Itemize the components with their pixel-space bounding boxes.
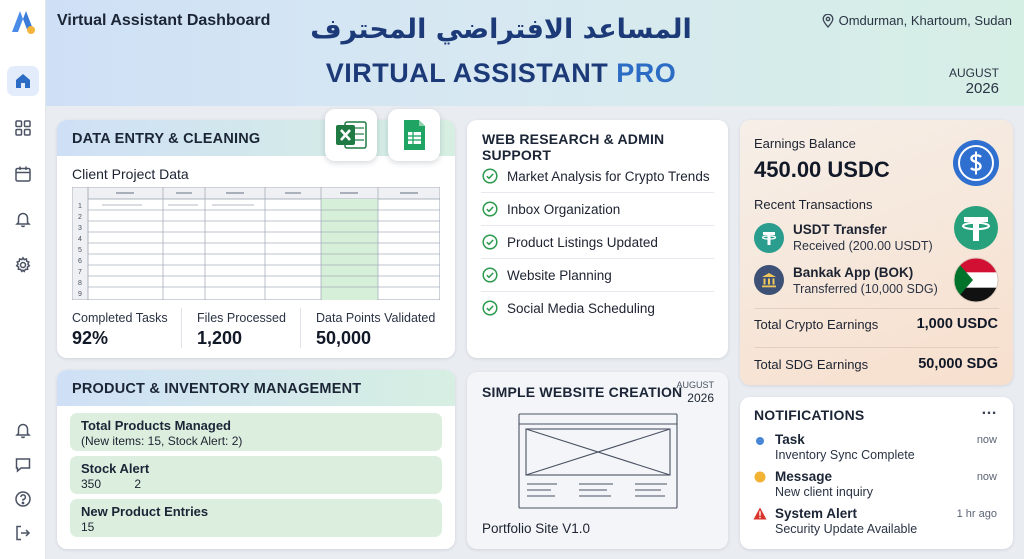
inventory-row-title: Total Products Managed xyxy=(81,418,231,433)
inventory-row[interactable] xyxy=(70,499,442,537)
sidebar-item-messages[interactable] xyxy=(7,450,39,480)
sheets-app-button[interactable] xyxy=(388,109,440,161)
excel-icon xyxy=(333,117,369,153)
message-dot-icon xyxy=(754,471,766,483)
stat-label: Files Processed xyxy=(197,311,286,325)
bank-icon xyxy=(754,265,784,295)
task-item[interactable] xyxy=(482,300,655,316)
stat-value: 50,000 xyxy=(316,328,372,348)
location-text: Omdurman, Khartoum, Sudan xyxy=(838,13,1012,28)
row-number: 3 xyxy=(78,225,82,232)
sidebar-item-home[interactable] xyxy=(7,66,39,96)
chat-icon xyxy=(14,456,32,474)
check-circle-icon xyxy=(482,201,498,217)
transaction-title: USDT Transfer xyxy=(793,222,887,237)
header-year: 2026 xyxy=(965,80,999,97)
task-item[interactable] xyxy=(482,234,658,250)
web-research-card xyxy=(467,120,728,358)
row-number: 1 xyxy=(78,203,82,210)
app-logo xyxy=(9,8,37,36)
check-circle-icon xyxy=(482,267,498,283)
notifications-card xyxy=(740,397,1013,549)
inventory-row-title: New Product Entries xyxy=(81,504,209,519)
site-month: AUGUST xyxy=(676,380,714,390)
sidebar-item-alerts[interactable] xyxy=(7,204,39,234)
notification-time: 1 hr ago xyxy=(956,508,997,520)
notification-title: System Alert xyxy=(775,506,858,521)
earnings-card xyxy=(740,120,1013,385)
transaction-title: Bankak App (BOK) xyxy=(793,265,914,280)
tether-coin-icon xyxy=(953,205,999,251)
task-label: Website Planning xyxy=(507,267,612,283)
excel-app-button[interactable] xyxy=(325,109,377,161)
row-number: 6 xyxy=(78,258,82,265)
sudan-flag-icon xyxy=(953,257,999,303)
sidebar-item-dashboard[interactable] xyxy=(7,113,39,143)
task-label: Market Analysis for Crypto Trends xyxy=(507,168,710,184)
location xyxy=(822,13,1012,28)
total-label: Total SDG Earnings xyxy=(754,357,869,372)
recent-transactions-label: Recent Transactions xyxy=(754,197,873,212)
grid-icon xyxy=(14,119,32,137)
row-numbers xyxy=(72,187,88,300)
inventory-row-value: 15 xyxy=(81,520,95,534)
task-label: Inbox Organization xyxy=(507,201,621,217)
logout-icon xyxy=(14,524,32,542)
row-number: 5 xyxy=(78,247,82,254)
project-data-title: Client Project Data xyxy=(72,166,189,182)
divider xyxy=(481,258,714,259)
total-value: 1,000 USDC xyxy=(916,316,998,332)
task-label: Social Media Scheduling xyxy=(507,300,655,316)
inventory-row-title: Stock Alert xyxy=(81,461,150,476)
card-title: PRODUCT & INVENTORY MANAGEMENT xyxy=(72,381,362,397)
divider xyxy=(481,192,714,193)
page-title: Virtual Assistant Dashboard xyxy=(57,12,271,29)
gear-icon xyxy=(14,256,32,274)
info-dot-icon xyxy=(755,436,765,446)
inventory-row[interactable] xyxy=(70,413,442,451)
task-item[interactable] xyxy=(482,168,710,184)
divider xyxy=(181,308,182,348)
row-number: 9 xyxy=(78,291,82,298)
task-label: Product Listings Updated xyxy=(507,234,658,250)
stat-label: Data Points Validated xyxy=(316,311,436,325)
divider xyxy=(300,308,301,348)
sidebar xyxy=(0,0,46,559)
help-icon xyxy=(14,490,32,508)
notification-time: now xyxy=(976,471,997,483)
sidebar-item-help[interactable] xyxy=(7,484,39,514)
header xyxy=(46,0,1024,106)
tether-icon xyxy=(754,223,784,253)
stat-label: Completed Tasks xyxy=(72,311,168,325)
row-number: 2 xyxy=(78,214,82,221)
row-number: 7 xyxy=(78,269,82,276)
sheets-icon xyxy=(396,117,432,153)
task-item[interactable] xyxy=(482,201,620,217)
notification-item[interactable] xyxy=(740,468,1013,502)
location-pin-icon xyxy=(822,14,834,28)
brand-title xyxy=(296,58,706,89)
divider xyxy=(754,308,999,309)
notification-item[interactable] xyxy=(740,431,1013,465)
inventory-row-value: (New items: 15, Stock Alert: 2) xyxy=(81,434,243,448)
total-label: Total Crypto Earnings xyxy=(754,317,879,332)
product-inventory-card xyxy=(57,370,455,549)
home-icon xyxy=(14,72,32,90)
divider xyxy=(754,347,999,348)
site-caption: Portfolio Site V1.0 xyxy=(482,521,591,536)
website-creation-card xyxy=(467,372,728,549)
more-options-button[interactable]: … xyxy=(981,401,997,418)
total-value: 50,000 SDG xyxy=(918,356,998,372)
notification-item[interactable] xyxy=(740,505,1013,539)
transaction-detail: Transferred (10,000 SDG) xyxy=(793,282,938,296)
balance-label: Earnings Balance xyxy=(754,136,856,151)
balance-value: 450.00 USDC xyxy=(754,157,890,182)
bell-icon xyxy=(14,210,32,228)
warning-icon xyxy=(753,507,767,520)
notification-detail: Inventory Sync Complete xyxy=(775,448,915,462)
inventory-row-value: 350 2 xyxy=(81,477,142,491)
calendar-icon xyxy=(14,165,32,183)
notification-title: Task xyxy=(775,432,805,447)
check-circle-icon xyxy=(482,300,498,316)
divider xyxy=(481,291,714,292)
notification-time: now xyxy=(976,434,997,446)
arabic-title: المساعد الافتراضي المحترف xyxy=(310,14,692,45)
card-title: SIMPLE WEBSITE CREATION xyxy=(482,384,683,400)
card-title: DATA ENTRY & CLEANING xyxy=(72,131,261,147)
stat-value: 1,200 xyxy=(197,328,243,348)
brand-title-main: VIRTUAL ASSISTANT xyxy=(325,58,609,88)
transaction-detail: Received (200.00 USDT) xyxy=(793,239,933,253)
card-title: WEB RESEARCH & ADMIN SUPPORT xyxy=(482,131,665,163)
divider xyxy=(481,225,714,226)
check-circle-icon xyxy=(482,168,498,184)
sidebar-item-calendar[interactable] xyxy=(7,159,39,189)
notification-detail: New client inquiry xyxy=(775,485,873,499)
site-year: 2026 xyxy=(687,391,714,405)
header-month: AUGUST xyxy=(948,66,999,80)
sidebar-item-logout[interactable] xyxy=(7,518,39,548)
task-item[interactable] xyxy=(482,267,612,283)
notification-detail: Security Update Available xyxy=(775,522,918,536)
row-number: 4 xyxy=(78,236,82,243)
bell-icon xyxy=(14,421,32,439)
row-number: 8 xyxy=(78,280,82,287)
brand-title-accent: PRO xyxy=(616,58,677,88)
check-circle-icon xyxy=(482,234,498,250)
spreadsheet-preview xyxy=(72,187,440,300)
stat-value: 92% xyxy=(72,328,109,348)
usdc-coin-icon xyxy=(952,139,1000,187)
website-wireframe-sketch xyxy=(517,412,681,512)
sidebar-item-notifications[interactable] xyxy=(7,415,39,445)
card-title: NOTIFICATIONS xyxy=(754,407,865,423)
notification-title: Message xyxy=(775,469,833,484)
sidebar-item-settings[interactable] xyxy=(7,250,39,280)
inventory-row[interactable] xyxy=(70,456,442,494)
